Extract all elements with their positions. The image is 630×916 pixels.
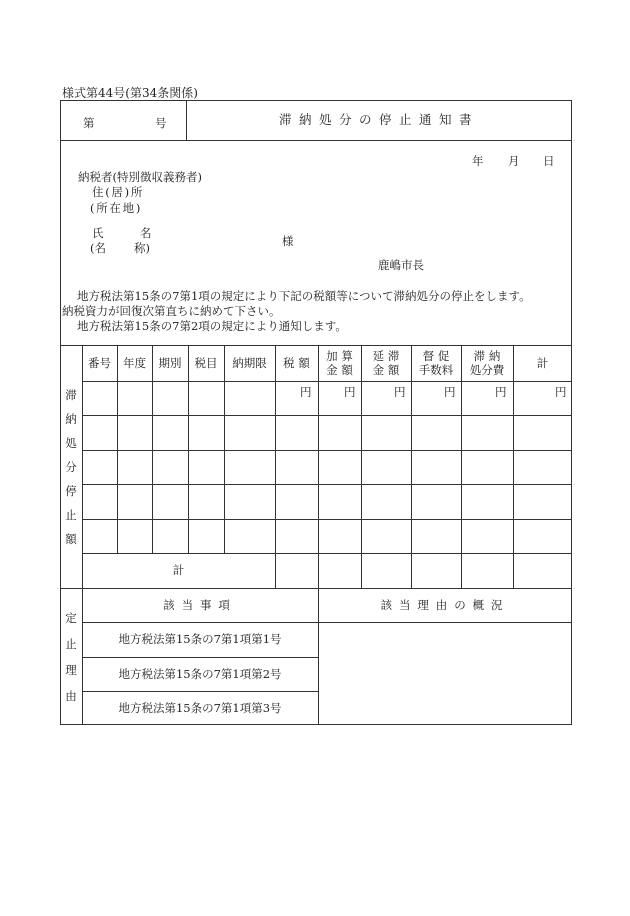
side-label-suspension-amount [60,381,82,553]
number-label-go: 号 [155,116,167,130]
side-char: 処 [65,436,77,450]
total-row-label: 計 [172,563,185,578]
header-number: 番号 [88,355,111,370]
divider [82,450,572,451]
reason-overview-header: 該当理由の概況 [380,597,510,612]
side-char: 定 [65,610,77,625]
header-cost-line1: 滞 納 [473,348,501,363]
header-addition [318,345,361,381]
header-delay-line1: 延 滞 [372,348,400,363]
notice-line-3: 地方税法第15条の7第2項の規定により通知します。 [77,319,347,333]
header-addition-line1: 加 算 [326,348,353,363]
reason-item-1: 地方税法第15条の7第1項第1号 [118,632,282,647]
form-number-label: 様式第44号(第34条関係) [62,86,198,100]
reason-items-header: 該当事項 [163,597,237,612]
yen-unit: 円 [344,385,356,399]
side-char: 止 [65,636,77,651]
header-fee-line1: 督 促 [422,348,450,363]
side-char: 滞 [65,388,77,402]
honorific-sama: 様 [282,234,294,248]
yen-unit: 円 [394,385,406,399]
side-char: 分 [65,460,77,474]
date-day: 日 [543,154,555,168]
location-label: (所在地) [90,201,143,215]
divider [318,345,319,725]
header-cost [461,345,513,381]
divider [411,345,412,588]
date-month: 月 [508,154,520,168]
divider [461,345,462,588]
divider [82,415,572,416]
side-char: 停 [65,484,77,498]
divider [82,519,572,520]
divider [60,140,572,141]
divider [275,345,276,588]
divider [513,345,514,588]
side-char: 由 [65,688,77,703]
name-label-na: (名 [90,241,106,255]
side-char: 理 [65,662,77,677]
yen-unit: 円 [300,385,312,399]
date-year: 年 [472,154,484,168]
taxpayer-label: 納税者(特別徴収義務者) [78,170,202,184]
header-year: 年度 [123,355,146,370]
divider [82,484,572,485]
issuer-name: 鹿嶋市長 [378,258,424,272]
notice-line-2: 納税資力が回復次第直ちに納めて下さい。 [62,304,281,318]
header-fee-line2: 手数料 [418,363,454,377]
name-label-sho: 称) [134,241,150,255]
yen-unit: 円 [444,385,456,399]
side-char: 止 [65,508,77,522]
side-char: 納 [65,412,77,426]
header-delay [361,345,411,381]
document-title: 滞納処分の停止通知書 [278,112,479,128]
reason-item-3: 地方税法第15条の7第1項第3号 [118,700,282,715]
name-label-mei: 名 [140,226,152,240]
divider [361,345,362,588]
address-label: 住(居)所 [92,185,145,199]
name-label-shi: 氏 [92,226,104,240]
header-fee [411,345,461,381]
header-tax-amount: 税 額 [283,355,310,370]
number-label-dai: 第 [83,116,95,130]
header-total: 計 [536,355,549,370]
side-char: 額 [65,532,77,546]
header-due-date: 納期限 [232,355,267,370]
divider [82,381,572,382]
header-addition-line2: 金 額 [326,363,353,377]
header-cost-line2: 処分費 [469,363,505,377]
header-period: 期別 [158,355,182,370]
yen-unit: 円 [555,385,567,399]
notice-line-1: 地方税法第15条の7第1項の規定により下記の税額等について滞納処分の停止をします。 [77,289,531,303]
yen-unit: 円 [495,385,507,399]
side-label-reason [60,588,82,725]
reason-item-2: 地方税法第15条の7第1項第2号 [118,666,282,681]
header-delay-line2: 金 額 [372,363,400,377]
header-tax-item: 税目 [194,355,218,370]
